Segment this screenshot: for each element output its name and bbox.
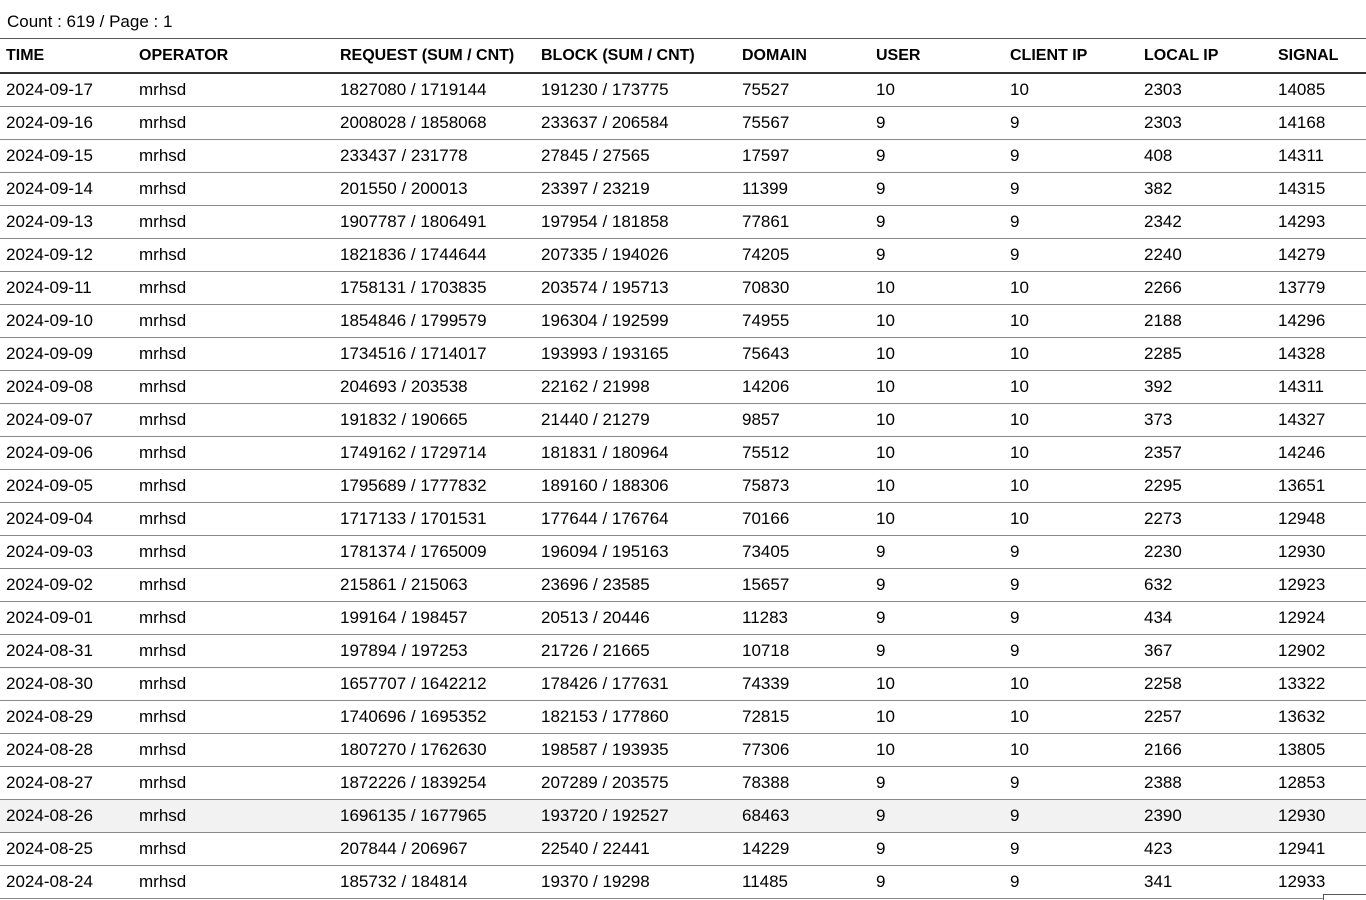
time-cell: 2024-09-12 <box>0 239 133 272</box>
request-cell: 233437 / 231778 <box>334 140 535 173</box>
user-cell: 9 <box>870 173 1004 206</box>
block-cell: 193993 / 193165 <box>535 338 736 371</box>
local-ip-cell: 2357 <box>1138 437 1272 470</box>
client-ip-cell: 10 <box>1004 734 1138 767</box>
local-ip-cell: 2266 <box>1138 272 1272 305</box>
request-cell: 1907787 / 1806491 <box>334 206 535 239</box>
client-ip-cell: 9 <box>1004 635 1138 668</box>
client-ip-cell: 9 <box>1004 173 1138 206</box>
client-ip-cell: 9 <box>1004 602 1138 635</box>
operator-cell: mrhsd <box>133 404 334 437</box>
table-row[interactable] <box>0 767 1366 800</box>
request-cell: 1795689 / 1777832 <box>334 470 535 503</box>
user-cell: 10 <box>870 73 1004 107</box>
user-cell: 10 <box>870 701 1004 734</box>
request-cell: 1740696 / 1695352 <box>334 701 535 734</box>
domain-cell: 78388 <box>736 767 870 800</box>
block-cell: 191230 / 173775 <box>535 73 736 107</box>
table-row[interactable] <box>0 602 1366 635</box>
time-cell: 2024-09-01 <box>0 602 133 635</box>
operator-cell: mrhsd <box>133 305 334 338</box>
count-value: 619 <box>66 12 95 31</box>
client-ip-cell: 10 <box>1004 437 1138 470</box>
table-row[interactable] <box>0 569 1366 602</box>
table-row[interactable] <box>0 338 1366 371</box>
local-ip-cell: 382 <box>1138 173 1272 206</box>
operator-cell: mrhsd <box>133 503 334 536</box>
page-label: Page <box>109 12 149 31</box>
time-cell: 2024-09-04 <box>0 503 133 536</box>
request-cell: 1781374 / 1765009 <box>334 536 535 569</box>
request-cell: 191832 / 190665 <box>334 404 535 437</box>
column-header-local-ip[interactable]: LOCAL IP <box>1138 39 1272 74</box>
operator-cell: mrhsd <box>133 536 334 569</box>
domain-cell: 14206 <box>736 371 870 404</box>
client-ip-cell: 10 <box>1004 371 1138 404</box>
client-ip-cell: 9 <box>1004 767 1138 800</box>
domain-cell: 74955 <box>736 305 870 338</box>
signal-cell: 12902 <box>1272 635 1366 668</box>
signal-cell: 14328 <box>1272 338 1366 371</box>
block-cell: 22540 / 22441 <box>535 833 736 866</box>
signal-cell: 14296 <box>1272 305 1366 338</box>
operator-cell: mrhsd <box>133 338 334 371</box>
operator-cell: mrhsd <box>133 371 334 404</box>
user-cell: 9 <box>870 833 1004 866</box>
user-cell: 9 <box>870 767 1004 800</box>
signal-cell: 12930 <box>1272 536 1366 569</box>
user-cell: 10 <box>870 470 1004 503</box>
block-cell: 21440 / 21279 <box>535 404 736 437</box>
column-header-time[interactable]: TIME <box>0 39 133 74</box>
user-cell: 10 <box>870 305 1004 338</box>
block-cell: 23696 / 23585 <box>535 569 736 602</box>
time-cell: 2024-08-26 <box>0 800 133 833</box>
table-row[interactable] <box>0 635 1366 668</box>
domain-cell: 75643 <box>736 338 870 371</box>
block-cell: 197954 / 181858 <box>535 206 736 239</box>
local-ip-cell: 434 <box>1138 602 1272 635</box>
block-cell: 177644 / 176764 <box>535 503 736 536</box>
user-cell: 10 <box>870 734 1004 767</box>
client-ip-cell: 9 <box>1004 569 1138 602</box>
table-row[interactable] <box>0 107 1366 140</box>
block-cell: 181831 / 180964 <box>535 437 736 470</box>
user-cell: 9 <box>870 866 1004 899</box>
table-row[interactable] <box>0 701 1366 734</box>
operator-cell: mrhsd <box>133 602 334 635</box>
user-cell: 10 <box>870 404 1004 437</box>
domain-cell: 75512 <box>736 437 870 470</box>
table-row[interactable] <box>0 404 1366 437</box>
operator-cell: mrhsd <box>133 140 334 173</box>
time-cell: 2024-09-13 <box>0 206 133 239</box>
block-cell: 22162 / 21998 <box>535 371 736 404</box>
operator-cell: mrhsd <box>133 73 334 107</box>
request-cell: 2008028 / 1858068 <box>334 107 535 140</box>
operator-cell: mrhsd <box>133 272 334 305</box>
local-ip-cell: 367 <box>1138 635 1272 668</box>
request-cell: 1807270 / 1762630 <box>334 734 535 767</box>
table-row[interactable] <box>0 503 1366 536</box>
table-row[interactable] <box>0 437 1366 470</box>
request-cell: 1872226 / 1839254 <box>334 767 535 800</box>
table-header-row <box>0 39 1366 74</box>
table-row[interactable] <box>0 73 1366 107</box>
domain-cell: 14229 <box>736 833 870 866</box>
block-cell: 20513 / 20446 <box>535 602 736 635</box>
request-cell: 185732 / 184814 <box>334 866 535 899</box>
domain-cell: 15657 <box>736 569 870 602</box>
operator-cell: mrhsd <box>133 767 334 800</box>
table-row[interactable] <box>0 305 1366 338</box>
local-ip-cell: 408 <box>1138 140 1272 173</box>
local-ip-cell: 341 <box>1138 866 1272 899</box>
block-cell: 182153 / 177860 <box>535 701 736 734</box>
local-ip-cell: 2258 <box>1138 668 1272 701</box>
signal-cell: 14311 <box>1272 140 1366 173</box>
signal-cell: 13322 <box>1272 668 1366 701</box>
client-ip-cell: 10 <box>1004 470 1138 503</box>
time-cell: 2024-08-24 <box>0 866 133 899</box>
signal-cell: 12941 <box>1272 833 1366 866</box>
signal-cell: 12933 <box>1272 866 1366 899</box>
block-cell: 19370 / 19298 <box>535 866 736 899</box>
column-header-domain[interactable]: DOMAIN <box>736 39 870 74</box>
time-cell: 2024-09-06 <box>0 437 133 470</box>
time-cell: 2024-09-08 <box>0 371 133 404</box>
client-ip-cell: 9 <box>1004 536 1138 569</box>
local-ip-cell: 632 <box>1138 569 1272 602</box>
local-ip-cell: 423 <box>1138 833 1272 866</box>
column-header-block[interactable]: BLOCK (SUM / CNT) <box>535 39 736 74</box>
user-cell: 9 <box>870 206 1004 239</box>
request-cell: 199164 / 198457 <box>334 602 535 635</box>
operator-cell: mrhsd <box>133 635 334 668</box>
block-cell: 189160 / 188306 <box>535 470 736 503</box>
count-label: Count <box>7 12 53 31</box>
user-cell: 10 <box>870 437 1004 470</box>
request-cell: 204693 / 203538 <box>334 371 535 404</box>
block-cell: 23397 / 23219 <box>535 173 736 206</box>
domain-cell: 73405 <box>736 536 870 569</box>
table-row[interactable] <box>0 470 1366 503</box>
table-row[interactable] <box>0 800 1366 833</box>
table-row[interactable] <box>0 833 1366 866</box>
table-row[interactable] <box>0 272 1366 305</box>
local-ip-cell: 2230 <box>1138 536 1272 569</box>
local-ip-cell: 2188 <box>1138 305 1272 338</box>
user-cell: 9 <box>870 239 1004 272</box>
local-ip-cell: 2342 <box>1138 206 1272 239</box>
table-row[interactable] <box>0 734 1366 767</box>
signal-cell: 14246 <box>1272 437 1366 470</box>
signal-cell: 12948 <box>1272 503 1366 536</box>
table-row[interactable] <box>0 206 1366 239</box>
local-ip-cell: 2285 <box>1138 338 1272 371</box>
operator-cell: mrhsd <box>133 437 334 470</box>
operator-cell: mrhsd <box>133 866 334 899</box>
time-cell: 2024-09-14 <box>0 173 133 206</box>
time-cell: 2024-09-07 <box>0 404 133 437</box>
operator-cell: mrhsd <box>133 800 334 833</box>
user-cell: 9 <box>870 536 1004 569</box>
signal-cell: 14327 <box>1272 404 1366 437</box>
domain-cell: 70166 <box>736 503 870 536</box>
table-row[interactable] <box>0 173 1366 206</box>
domain-cell: 9857 <box>736 404 870 437</box>
operator-cell: mrhsd <box>133 173 334 206</box>
operator-cell: mrhsd <box>133 833 334 866</box>
request-cell: 1657707 / 1642212 <box>334 668 535 701</box>
domain-cell: 72815 <box>736 701 870 734</box>
operator-cell: mrhsd <box>133 239 334 272</box>
column-header-request[interactable]: REQUEST (SUM / CNT) <box>334 39 535 74</box>
time-cell: 2024-08-28 <box>0 734 133 767</box>
table-body <box>0 73 1366 899</box>
operator-cell: mrhsd <box>133 569 334 602</box>
local-ip-cell: 2166 <box>1138 734 1272 767</box>
user-cell: 9 <box>870 635 1004 668</box>
domain-cell: 11485 <box>736 866 870 899</box>
request-cell: 201550 / 200013 <box>334 173 535 206</box>
block-cell: 207289 / 203575 <box>535 767 736 800</box>
user-cell: 9 <box>870 800 1004 833</box>
signal-cell: 14315 <box>1272 173 1366 206</box>
request-cell: 1758131 / 1703835 <box>334 272 535 305</box>
domain-cell: 77306 <box>736 734 870 767</box>
local-ip-cell: 2390 <box>1138 800 1272 833</box>
request-cell: 197894 / 197253 <box>334 635 535 668</box>
column-header-operator[interactable]: OPERATOR <box>133 39 334 74</box>
local-ip-cell: 392 <box>1138 371 1272 404</box>
request-cell: 207844 / 206967 <box>334 833 535 866</box>
client-ip-cell: 9 <box>1004 107 1138 140</box>
signal-cell: 14279 <box>1272 239 1366 272</box>
time-cell: 2024-09-17 <box>0 73 133 107</box>
count-summary: Count : 619 / Page : 1 <box>7 12 173 31</box>
client-ip-cell: 10 <box>1004 272 1138 305</box>
request-cell: 1854846 / 1799579 <box>334 305 535 338</box>
column-header-user[interactable]: USER <box>870 39 1004 74</box>
request-cell: 1821836 / 1744644 <box>334 239 535 272</box>
block-cell: 198587 / 193935 <box>535 734 736 767</box>
block-cell: 207335 / 194026 <box>535 239 736 272</box>
client-ip-cell: 10 <box>1004 404 1138 437</box>
block-cell: 196094 / 195163 <box>535 536 736 569</box>
time-cell: 2024-08-25 <box>0 833 133 866</box>
block-cell: 27845 / 27565 <box>535 140 736 173</box>
client-ip-cell: 9 <box>1004 833 1138 866</box>
operator-cell: mrhsd <box>133 206 334 239</box>
time-cell: 2024-09-02 <box>0 569 133 602</box>
signal-cell: 12853 <box>1272 767 1366 800</box>
user-cell: 9 <box>870 140 1004 173</box>
domain-cell: 75873 <box>736 470 870 503</box>
client-ip-cell: 10 <box>1004 338 1138 371</box>
client-ip-cell: 9 <box>1004 866 1138 899</box>
domain-cell: 11399 <box>736 173 870 206</box>
signal-cell: 14293 <box>1272 206 1366 239</box>
time-cell: 2024-09-10 <box>0 305 133 338</box>
signal-cell: 14085 <box>1272 73 1366 107</box>
request-cell: 1734516 / 1714017 <box>334 338 535 371</box>
domain-cell: 68463 <box>736 800 870 833</box>
domain-cell: 74205 <box>736 239 870 272</box>
client-ip-cell: 10 <box>1004 503 1138 536</box>
domain-cell: 77861 <box>736 206 870 239</box>
signal-cell: 13805 <box>1272 734 1366 767</box>
signal-cell: 14311 <box>1272 371 1366 404</box>
client-ip-cell: 10 <box>1004 668 1138 701</box>
time-cell: 2024-09-11 <box>0 272 133 305</box>
local-ip-cell: 2273 <box>1138 503 1272 536</box>
user-cell: 9 <box>870 602 1004 635</box>
client-ip-cell: 10 <box>1004 701 1138 734</box>
user-cell: 10 <box>870 272 1004 305</box>
time-cell: 2024-08-30 <box>0 668 133 701</box>
operator-cell: mrhsd <box>133 701 334 734</box>
operator-cell: mrhsd <box>133 107 334 140</box>
domain-cell: 75567 <box>736 107 870 140</box>
column-header-signal[interactable]: SIGNAL <box>1272 39 1366 74</box>
signal-cell: 13779 <box>1272 272 1366 305</box>
block-cell: 203574 / 195713 <box>535 272 736 305</box>
page-value: 1 <box>162 12 173 31</box>
signal-cell: 13651 <box>1272 470 1366 503</box>
client-ip-cell: 9 <box>1004 206 1138 239</box>
local-ip-cell: 2257 <box>1138 701 1272 734</box>
block-cell: 196304 / 192599 <box>535 305 736 338</box>
operator-cell: mrhsd <box>133 734 334 767</box>
time-cell: 2024-09-09 <box>0 338 133 371</box>
signal-cell: 13632 <box>1272 701 1366 734</box>
time-cell: 2024-09-05 <box>0 470 133 503</box>
domain-cell: 11283 <box>736 602 870 635</box>
table-row[interactable] <box>0 239 1366 272</box>
client-ip-cell: 9 <box>1004 800 1138 833</box>
user-cell: 9 <box>870 569 1004 602</box>
operator-cell: mrhsd <box>133 470 334 503</box>
signal-cell: 12923 <box>1272 569 1366 602</box>
block-cell: 193720 / 192527 <box>535 800 736 833</box>
request-cell: 1827080 / 1719144 <box>334 73 535 107</box>
local-ip-cell: 2240 <box>1138 239 1272 272</box>
local-ip-cell: 2303 <box>1138 107 1272 140</box>
block-cell: 233637 / 206584 <box>535 107 736 140</box>
operator-cell: mrhsd <box>133 668 334 701</box>
user-cell: 10 <box>870 668 1004 701</box>
request-cell: 215861 / 215063 <box>334 569 535 602</box>
time-cell: 2024-09-03 <box>0 536 133 569</box>
table-row[interactable] <box>0 866 1366 899</box>
local-ip-cell: 2388 <box>1138 767 1272 800</box>
user-cell: 9 <box>870 107 1004 140</box>
table-row[interactable] <box>0 371 1366 404</box>
table-row[interactable] <box>0 536 1366 569</box>
time-cell: 2024-08-31 <box>0 635 133 668</box>
signal-cell: 12930 <box>1272 800 1366 833</box>
time-cell: 2024-09-15 <box>0 140 133 173</box>
block-cell: 21726 / 21665 <box>535 635 736 668</box>
time-cell: 2024-08-29 <box>0 701 133 734</box>
corner-control[interactable] <box>1323 894 1366 900</box>
domain-cell: 75527 <box>736 73 870 107</box>
domain-cell: 17597 <box>736 140 870 173</box>
time-cell: 2024-08-27 <box>0 767 133 800</box>
block-cell: 178426 / 177631 <box>535 668 736 701</box>
domain-cell: 70830 <box>736 272 870 305</box>
request-cell: 1717133 / 1701531 <box>334 503 535 536</box>
signal-cell: 14168 <box>1272 107 1366 140</box>
domain-cell: 74339 <box>736 668 870 701</box>
local-ip-cell: 373 <box>1138 404 1272 437</box>
domain-cell: 10718 <box>736 635 870 668</box>
user-cell: 10 <box>870 338 1004 371</box>
request-cell: 1749162 / 1729714 <box>334 437 535 470</box>
local-ip-cell: 2295 <box>1138 470 1272 503</box>
client-ip-cell: 9 <box>1004 239 1138 272</box>
table-row[interactable] <box>0 140 1366 173</box>
table-row[interactable] <box>0 668 1366 701</box>
column-header-client-ip[interactable]: CLIENT IP <box>1004 39 1138 74</box>
signal-cell: 12924 <box>1272 602 1366 635</box>
client-ip-cell: 10 <box>1004 305 1138 338</box>
time-cell: 2024-09-16 <box>0 107 133 140</box>
client-ip-cell: 10 <box>1004 73 1138 107</box>
client-ip-cell: 9 <box>1004 140 1138 173</box>
stats-table <box>0 38 1366 899</box>
local-ip-cell: 2303 <box>1138 73 1272 107</box>
user-cell: 10 <box>870 371 1004 404</box>
user-cell: 10 <box>870 503 1004 536</box>
request-cell: 1696135 / 1677965 <box>334 800 535 833</box>
